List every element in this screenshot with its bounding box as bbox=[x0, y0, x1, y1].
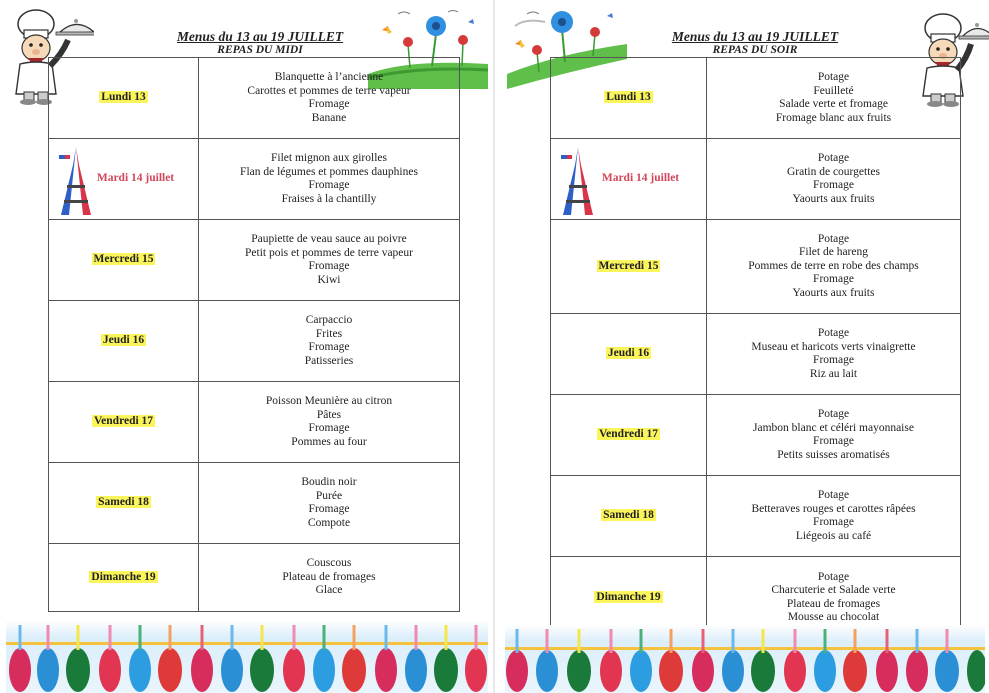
day-cell bbox=[49, 220, 199, 301]
day-label: Samedi 18 bbox=[98, 496, 149, 509]
dish: Carpaccio bbox=[305, 314, 353, 326]
lunch-menu-table bbox=[48, 57, 460, 612]
dish: Gratin de courgettes bbox=[786, 165, 881, 178]
dish: Fromage bbox=[308, 503, 350, 515]
dishes-cell bbox=[707, 58, 961, 139]
flip-flops-border bbox=[6, 620, 488, 693]
dish: Compote bbox=[307, 516, 351, 529]
day-cell bbox=[551, 58, 707, 139]
menu-title: Menus du 13 au 19 JUILLET bbox=[176, 29, 344, 44]
dishes-cell bbox=[707, 476, 961, 557]
menu-title: Menus du 13 au 19 JUILLET bbox=[671, 29, 839, 44]
dish: Petit pois et pommes de terre vapeur bbox=[245, 246, 413, 259]
dish: Frites bbox=[315, 327, 343, 340]
day-label: Dimanche 19 bbox=[91, 570, 156, 583]
menu-subtitle: REPAS DU SOIR bbox=[712, 44, 798, 56]
dish: Carottes et pommes de terre vapeur bbox=[247, 84, 411, 97]
dishes-cell bbox=[707, 314, 961, 395]
day-cell bbox=[49, 139, 199, 220]
dish: Fromage bbox=[813, 179, 854, 191]
dish: Yaourts aux fruits bbox=[792, 286, 875, 299]
flip-flops-border bbox=[505, 625, 985, 693]
dish: Plateau de fromages bbox=[786, 597, 881, 610]
dish: Riz au lait bbox=[809, 367, 858, 380]
dish: Fromage bbox=[308, 260, 350, 272]
table-row bbox=[49, 382, 460, 463]
day-label: Jeudi 16 bbox=[102, 334, 145, 347]
dish: Petits suisses aromatisés bbox=[777, 448, 890, 461]
dinner-menu-page bbox=[495, 0, 989, 693]
dish: Poisson Meunière au citron bbox=[265, 395, 393, 407]
dish: Couscous bbox=[306, 557, 352, 570]
day-cell bbox=[49, 463, 199, 544]
dish: Betteraves rouges et carottes râpées bbox=[751, 502, 916, 515]
dish: Fromage bbox=[308, 422, 350, 434]
table-row bbox=[551, 58, 961, 139]
dish: Plateau de fromages bbox=[282, 570, 376, 583]
dish: Flan de légumes et pommes dauphines bbox=[240, 165, 418, 178]
table-row bbox=[551, 314, 961, 395]
day-label: Samedi 18 bbox=[603, 509, 654, 522]
table-row bbox=[551, 395, 961, 476]
menu-title-block bbox=[10, 29, 510, 56]
dishes-cell bbox=[199, 58, 460, 139]
dishes-cell bbox=[707, 139, 961, 220]
dish: Filet de hareng bbox=[799, 246, 868, 259]
dish: Potage bbox=[817, 570, 850, 583]
dish: Charcuterie et Salade verte bbox=[771, 584, 896, 596]
table-row bbox=[49, 544, 460, 612]
dish: Jambon blanc et céléri mayonnaise bbox=[753, 421, 914, 434]
dishes-cell bbox=[199, 463, 460, 544]
day-cell bbox=[551, 139, 707, 220]
dishes-cell bbox=[707, 395, 961, 476]
dish: Fromage bbox=[813, 354, 854, 366]
dish: Potage bbox=[817, 232, 850, 245]
day-cell bbox=[551, 476, 707, 557]
dish: Museau et haricots verts vinaigrette bbox=[751, 340, 916, 353]
dish: Pâtes bbox=[316, 408, 342, 421]
dish: Paupiette de veau sauce au poivre bbox=[251, 233, 407, 245]
dish: Kiwi bbox=[317, 273, 341, 286]
dish: Mousse au chocolat bbox=[787, 611, 880, 623]
dish: Feuilleté bbox=[813, 84, 854, 97]
dish: Fromage bbox=[813, 516, 854, 528]
dish: Fromage bbox=[308, 179, 350, 191]
eiffel-tower-icon bbox=[57, 145, 95, 217]
day-label: Mercredi 15 bbox=[93, 253, 154, 266]
dishes-cell bbox=[199, 382, 460, 463]
day-label: Lundi 13 bbox=[101, 91, 146, 104]
dish: Glace bbox=[315, 584, 343, 597]
dish: Purée bbox=[315, 489, 343, 502]
dish: Patisseries bbox=[304, 354, 354, 367]
dishes-cell bbox=[199, 544, 460, 612]
flip-flops-icon bbox=[505, 625, 985, 693]
day-label-holiday: Mardi 14 juillet bbox=[96, 172, 175, 185]
menu-subtitle: REPAS DU MIDI bbox=[217, 44, 303, 56]
dish: Liégeois au café bbox=[795, 529, 872, 542]
dish: Fromage bbox=[308, 341, 350, 353]
table-row bbox=[49, 220, 460, 301]
day-label-holiday: Mardi 14 juillet bbox=[601, 172, 680, 185]
day-cell bbox=[49, 544, 199, 612]
dishes-cell bbox=[199, 139, 460, 220]
dishes-cell bbox=[199, 301, 460, 382]
dishes-cell bbox=[707, 220, 961, 314]
day-cell bbox=[551, 220, 707, 314]
flip-flops-icon bbox=[6, 620, 488, 693]
table-row bbox=[551, 139, 961, 220]
dish: Filet mignon aux girolles bbox=[271, 152, 387, 164]
dishes-cell bbox=[199, 220, 460, 301]
dish: Fromage bbox=[308, 98, 350, 110]
dish: Fromage bbox=[813, 273, 854, 286]
day-cell bbox=[551, 395, 707, 476]
day-label: Lundi 13 bbox=[606, 91, 651, 104]
day-label: Vendredi 17 bbox=[93, 415, 154, 428]
table-row bbox=[551, 476, 961, 557]
dish: Potage bbox=[817, 327, 850, 339]
dish: Pommes de terre en robe des champs bbox=[748, 259, 919, 272]
dish: Blanquette à l’ancienne bbox=[274, 71, 384, 83]
table-row bbox=[551, 220, 961, 314]
dish: Potage bbox=[817, 408, 850, 420]
dish: Fromage blanc aux fruits bbox=[775, 111, 892, 124]
dish: Potage bbox=[817, 489, 850, 501]
table-row bbox=[49, 463, 460, 544]
dish: Salade verte et fromage bbox=[779, 98, 888, 110]
eiffel-tower-icon bbox=[559, 145, 597, 217]
lunch-menu-page bbox=[0, 0, 493, 693]
day-label: Dimanche 19 bbox=[596, 590, 661, 603]
table-row bbox=[49, 301, 460, 382]
dish: Yaourts aux fruits bbox=[792, 192, 875, 205]
dinner-menu-table bbox=[550, 57, 961, 639]
dish: Fraises à la chantilly bbox=[281, 192, 377, 205]
dish: Potage bbox=[817, 71, 850, 83]
menu-title-block bbox=[505, 29, 989, 56]
dish: Boudin noir bbox=[301, 476, 357, 488]
dish: Fromage bbox=[813, 435, 854, 447]
day-label: Jeudi 16 bbox=[607, 347, 650, 360]
day-cell bbox=[551, 314, 707, 395]
dish: Potage bbox=[817, 152, 850, 164]
day-label: Vendredi 17 bbox=[598, 428, 659, 441]
day-label: Mercredi 15 bbox=[598, 259, 659, 272]
table-row bbox=[49, 139, 460, 220]
table-row bbox=[49, 58, 460, 139]
day-cell bbox=[49, 58, 199, 139]
dish: Banane bbox=[311, 111, 347, 124]
dish: Pommes au four bbox=[291, 435, 367, 448]
day-cell bbox=[49, 301, 199, 382]
day-cell bbox=[49, 382, 199, 463]
